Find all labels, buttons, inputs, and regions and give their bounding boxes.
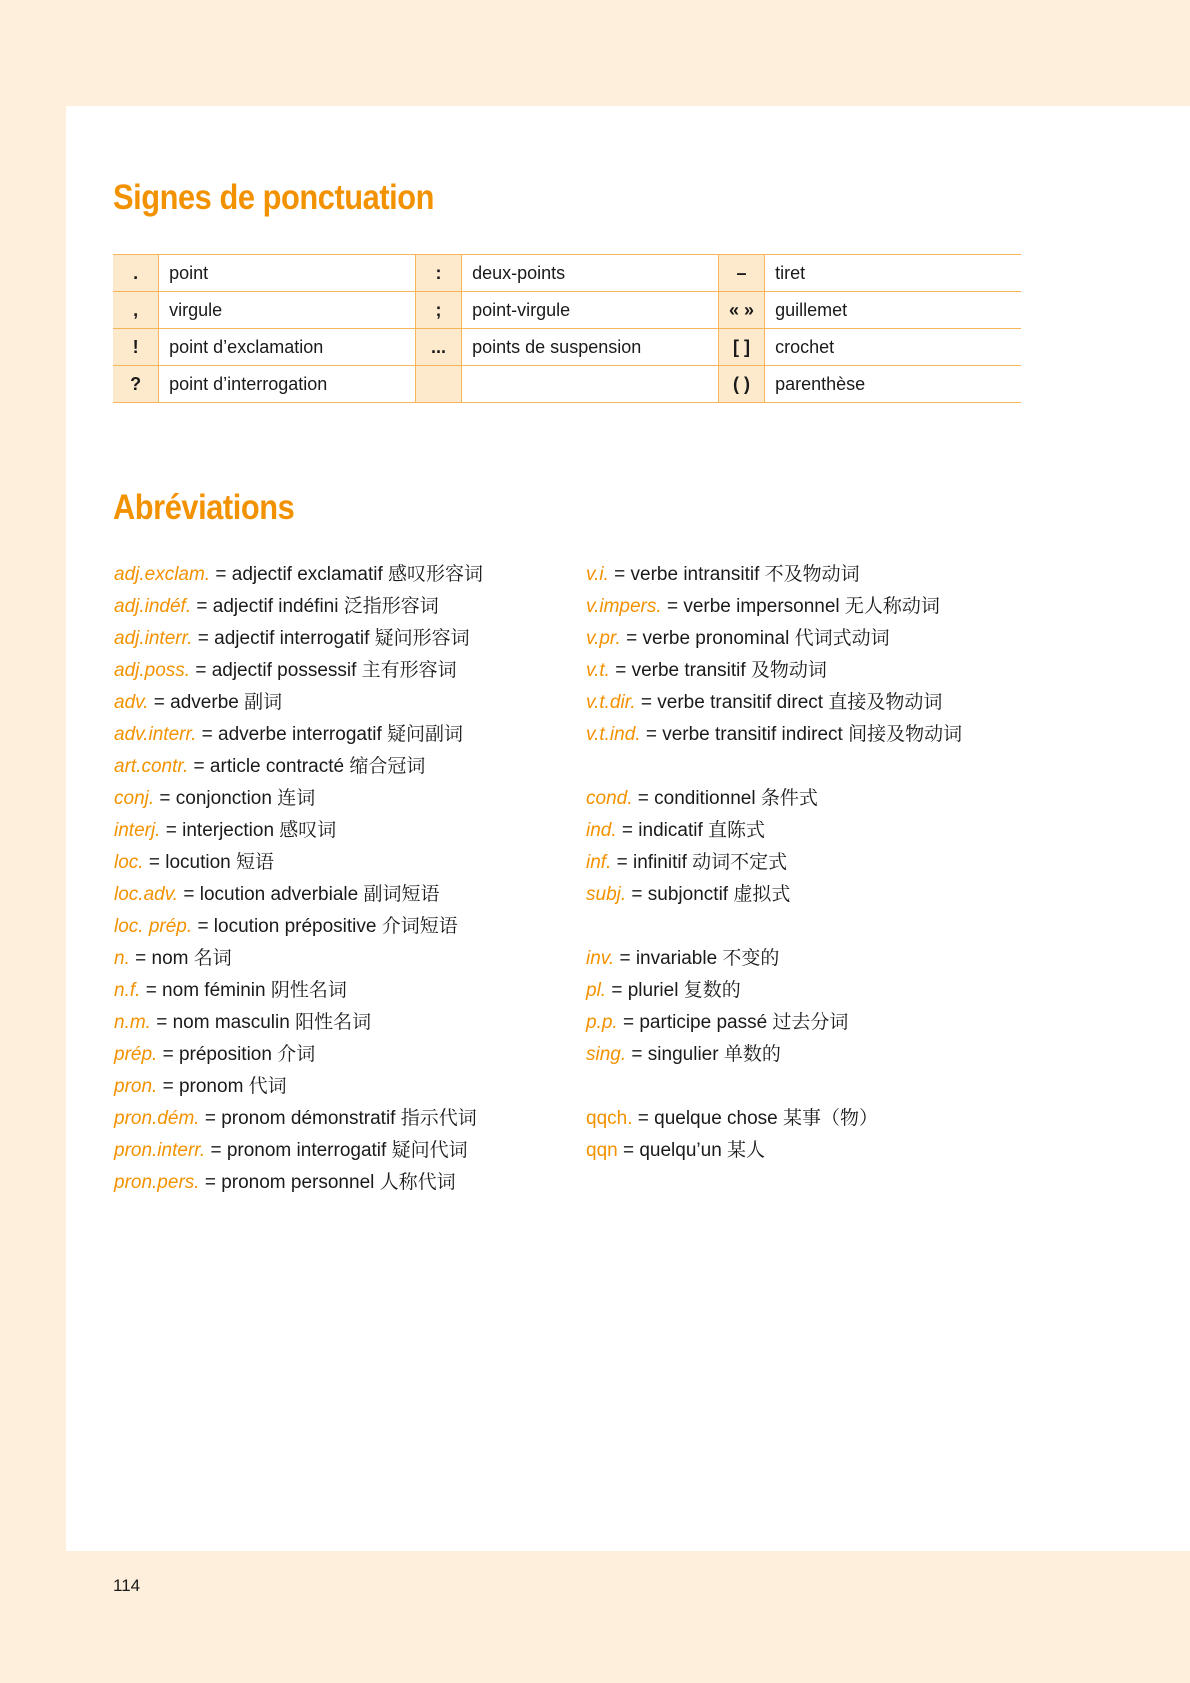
abbreviation: qqn bbox=[586, 1140, 618, 1161]
abbreviation-definition: = pronom interrogatif 疑问代词 bbox=[210, 1140, 468, 1161]
abbreviation: n.f. bbox=[114, 980, 141, 1001]
abbreviation-entry bbox=[114, 815, 483, 847]
abbreviation-definition: = nom 名词 bbox=[135, 948, 232, 969]
abbreviation-entry bbox=[586, 719, 962, 751]
abbreviation: ind. bbox=[586, 820, 617, 841]
abbreviation: v.pr. bbox=[586, 628, 621, 649]
abbreviation: conj. bbox=[114, 788, 155, 809]
abbreviation-entry bbox=[114, 1135, 483, 1167]
abbreviation-group bbox=[114, 559, 483, 1199]
punctuation-symbol: [ ] bbox=[718, 329, 764, 366]
abbreviation: pron. bbox=[114, 1076, 158, 1097]
abbreviation-entry bbox=[114, 879, 483, 911]
punctuation-label: points de suspension bbox=[462, 329, 719, 366]
abbreviation-entry bbox=[586, 591, 962, 623]
abbreviation: sing. bbox=[586, 1044, 627, 1065]
abbreviation: pl. bbox=[586, 980, 607, 1001]
abbreviation-entry bbox=[586, 1135, 962, 1167]
abbreviation: v.t.ind. bbox=[586, 724, 641, 745]
abbreviation-definition: = indicatif 直陈式 bbox=[621, 820, 765, 841]
abbreviation: subj. bbox=[586, 884, 627, 905]
punctuation-symbol bbox=[415, 366, 461, 403]
abbreviation-definition: = pronom personnel 人称代词 bbox=[204, 1172, 456, 1193]
abbreviation-definition: = verbe intransitif 不及物动词 bbox=[614, 564, 860, 585]
punctuation-label: point bbox=[159, 255, 416, 292]
punctuation-table bbox=[113, 254, 1021, 403]
punctuation-symbol: : bbox=[415, 255, 461, 292]
punctuation-label: crochet bbox=[765, 329, 1021, 366]
abbreviation: n.m. bbox=[114, 1012, 151, 1033]
abbreviation-definition: = verbe pronominal 代词式动词 bbox=[626, 628, 890, 649]
abbreviation-group bbox=[586, 943, 962, 1071]
abbreviation-entry bbox=[586, 559, 962, 591]
abbreviation-definition: = adjectif exclamatif 感叹形容词 bbox=[215, 564, 484, 585]
punctuation-label: guillemet bbox=[765, 292, 1021, 329]
abbreviation: v.t. bbox=[586, 660, 610, 681]
abbreviation-entry bbox=[114, 1039, 483, 1071]
abbreviation-definition: = singulier 单数的 bbox=[631, 1044, 781, 1065]
abbreviation-definition: = conjonction 连词 bbox=[159, 788, 316, 809]
abbreviation-definition: = préposition 介词 bbox=[162, 1044, 316, 1065]
abbreviation: v.t.dir. bbox=[586, 692, 636, 713]
punctuation-label: point d’exclamation bbox=[159, 329, 416, 366]
abbreviation-definition: = adjectif indéfini 泛指形容词 bbox=[196, 596, 439, 617]
punctuation-label: point d’interrogation bbox=[159, 366, 416, 403]
abbreviation-definition: = adjectif possessif 主有形容词 bbox=[195, 660, 457, 681]
abbreviation: adj.poss. bbox=[114, 660, 191, 681]
abbreviation-entry bbox=[114, 751, 483, 783]
abbreviation-definition: = participe passé 过去分词 bbox=[622, 1012, 849, 1033]
abbreviation: qqch. bbox=[586, 1108, 633, 1129]
abbreviation-entry bbox=[114, 1007, 483, 1039]
abbreviation-definition: = verbe transitif direct 直接及物动词 bbox=[640, 692, 943, 713]
abbreviation: p.p. bbox=[586, 1012, 618, 1033]
abbreviation-entry bbox=[114, 943, 483, 975]
abbreviation-entry bbox=[114, 719, 483, 751]
abbreviation-definition: = interjection 感叹词 bbox=[165, 820, 337, 841]
abbreviation-entry bbox=[586, 847, 962, 879]
abbreviation: pron.pers. bbox=[114, 1172, 200, 1193]
abbreviation-entry bbox=[586, 623, 962, 655]
punctuation-symbol: ? bbox=[113, 366, 159, 403]
abbreviation-definition: = pluriel 复数的 bbox=[611, 980, 741, 1001]
page-number: 114 bbox=[113, 1576, 141, 1595]
abbreviation-entry bbox=[586, 687, 962, 719]
abbreviation-entry bbox=[586, 975, 962, 1007]
punctuation-symbol: ; bbox=[415, 292, 461, 329]
abbreviation-definition: = locution adverbiale 副词短语 bbox=[183, 884, 440, 905]
table-row bbox=[113, 366, 1021, 403]
abbreviation: art.contr. bbox=[114, 756, 189, 777]
abbreviation-definition: = locution prépositive 介词短语 bbox=[197, 916, 458, 937]
abbreviation: adj.indéf. bbox=[114, 596, 192, 617]
punctuation-label: virgule bbox=[159, 292, 416, 329]
abbreviation-entry bbox=[114, 911, 483, 943]
abbreviation: prép. bbox=[114, 1044, 158, 1065]
abbreviations-right-column bbox=[586, 559, 962, 1167]
abbreviation: cond. bbox=[586, 788, 633, 809]
abbreviation-entry bbox=[114, 783, 483, 815]
abbreviation-definition: = nom féminin 阴性名词 bbox=[145, 980, 347, 1001]
abbreviation-definition: = pronom démonstratif 指示代词 bbox=[204, 1108, 477, 1129]
abbreviation-definition: = infinitif 动词不定式 bbox=[616, 852, 788, 873]
abbreviation-entry bbox=[586, 879, 962, 911]
abbreviation-entry bbox=[586, 943, 962, 975]
abbreviation-entry bbox=[114, 591, 483, 623]
abbreviation: v.impers. bbox=[586, 596, 662, 617]
abbreviation-entry bbox=[586, 1103, 962, 1135]
abbreviation: adv. bbox=[114, 692, 149, 713]
abbreviation: interj. bbox=[114, 820, 161, 841]
punctuation-title: Signes de ponctuation bbox=[113, 178, 435, 217]
abbreviation: inv. bbox=[586, 948, 615, 969]
abbreviation-entry bbox=[586, 1039, 962, 1071]
abbreviation-group bbox=[586, 559, 962, 751]
abbreviation-entry bbox=[114, 655, 483, 687]
abbreviation: inf. bbox=[586, 852, 612, 873]
abbreviations-title: Abréviations bbox=[113, 488, 295, 527]
punctuation-label: deux-points bbox=[462, 255, 719, 292]
abbreviation-entry bbox=[586, 815, 962, 847]
abbreviation-definition: = verbe transitif 及物动词 bbox=[615, 660, 827, 681]
abbreviation-entry bbox=[114, 623, 483, 655]
abbreviation: pron.dém. bbox=[114, 1108, 200, 1129]
abbreviation-definition: = pronom 代词 bbox=[162, 1076, 287, 1097]
abbreviation-definition: = adverbe interrogatif 疑问副词 bbox=[201, 724, 464, 745]
abbreviation-definition: = conditionnel 条件式 bbox=[637, 788, 818, 809]
table-row bbox=[113, 255, 1021, 292]
abbreviations-left-column bbox=[114, 559, 483, 1199]
abbreviation-entry bbox=[114, 1167, 483, 1199]
abbreviation: n. bbox=[114, 948, 130, 969]
abbreviation-definition: = locution 短语 bbox=[148, 852, 275, 873]
punctuation-symbol: ... bbox=[415, 329, 461, 366]
abbreviation-definition: = adverbe 副词 bbox=[153, 692, 283, 713]
abbreviation: v.i. bbox=[586, 564, 609, 585]
punctuation-symbol: – bbox=[718, 255, 764, 292]
abbreviation-definition: = nom masculin 阳性名词 bbox=[156, 1012, 372, 1033]
abbreviation-entry bbox=[114, 687, 483, 719]
abbreviation: loc. bbox=[114, 852, 144, 873]
punctuation-label: tiret bbox=[765, 255, 1021, 292]
abbreviation: pron.interr. bbox=[114, 1140, 206, 1161]
abbreviation: adv.interr. bbox=[114, 724, 197, 745]
punctuation-label bbox=[462, 366, 719, 403]
abbreviation: adj.interr. bbox=[114, 628, 193, 649]
abbreviation-entry bbox=[114, 1103, 483, 1135]
abbreviation-definition: = verbe transitif indirect 间接及物动词 bbox=[645, 724, 963, 745]
punctuation-symbol: « » bbox=[718, 292, 764, 329]
punctuation-symbol: , bbox=[113, 292, 159, 329]
abbreviation: loc.adv. bbox=[114, 884, 179, 905]
punctuation-symbol: . bbox=[113, 255, 159, 292]
abbreviation-entry bbox=[586, 655, 962, 687]
abbreviation-group bbox=[586, 1103, 962, 1167]
table-row bbox=[113, 292, 1021, 329]
abbreviation: adj.exclam. bbox=[114, 564, 211, 585]
abbreviation-entry bbox=[114, 975, 483, 1007]
abbreviation-entry bbox=[586, 1007, 962, 1039]
punctuation-symbol: ( ) bbox=[718, 366, 764, 403]
abbreviation-entry bbox=[586, 783, 962, 815]
abbreviation-definition: = article contracté 缩合冠词 bbox=[193, 756, 426, 777]
abbreviation-entry bbox=[114, 847, 483, 879]
abbreviation-definition: = subjonctif 虚拟式 bbox=[631, 884, 791, 905]
abbreviation: loc. prép. bbox=[114, 916, 193, 937]
abbreviation-definition: = verbe impersonnel 无人称动词 bbox=[666, 596, 940, 617]
punctuation-symbol: ! bbox=[113, 329, 159, 366]
abbreviation-definition: = quelqu’un 某人 bbox=[622, 1140, 766, 1161]
abbreviation-entry bbox=[114, 1071, 483, 1103]
abbreviation-definition: = adjectif interrogatif 疑问形容词 bbox=[197, 628, 470, 649]
table-row bbox=[113, 329, 1021, 366]
abbreviation-entry bbox=[114, 559, 483, 591]
abbreviation-definition: = quelque chose 某事（物） bbox=[637, 1108, 879, 1129]
abbreviation-definition: = invariable 不变的 bbox=[619, 948, 780, 969]
punctuation-label: parenthèse bbox=[765, 366, 1021, 403]
punctuation-label: point-virgule bbox=[462, 292, 719, 329]
abbreviation-group bbox=[586, 783, 962, 911]
